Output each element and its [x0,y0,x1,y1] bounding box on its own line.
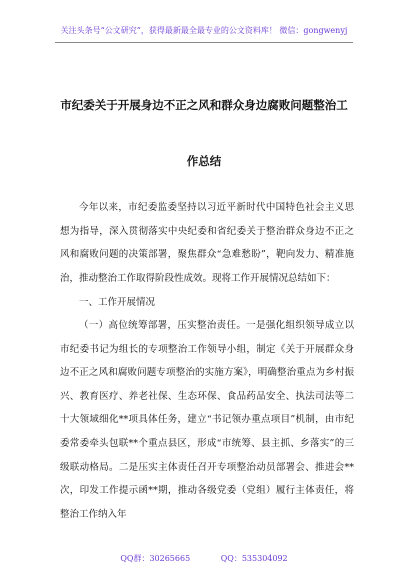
footer-qq-group: QQ群：30265665 [120,554,191,563]
document-title-line-2: 作总结 [186,154,222,168]
footer-qq: QQ：535304092 [220,554,288,563]
intro-paragraph: 今年以来，市纪委监委坚持以习近平新时代中国特色社会主义思想为指导，深入贯彻落实中央纪委和省纪委关于整治群众身边不正之风和腐败问题的决策部署，聚焦群众“急难愁盼”，靶向发力、精准施治，推动整治工作取得阶段性成效。现将工作开展情况总结如下： [60,202,354,284]
body-paragraph: （一）高位统筹部署，压实整治责任。一是强化组织领导成立以市纪委书记为组长的专项整治工作领导小组，制定《关于开展群众身边不正之风和腐败问题专项整治的实施方案》，明确整治重点为乡村振兴、教育医疗、养老社保、生态环保、食品药品安全、执法司法等二十大领域细化**项具体任务，建立“书记领办重点项目”机制，由市纪委常委牵头包联**个重点县区，形成“市统筹、县主抓、乡落实”的三级联动格局。二是压实主体责任召开专项整治动员部署会、推进会**次，印发工作提示函**期，推动各级党委（党组）履行主体责任，将整治工作纳入年 [60,320,354,520]
footer-contacts [0,553,408,564]
section-heading: 一、工作开展情况 [79,297,156,308]
document-title-line-1: 市纪委关于开展身边不正之风和群众身边腐败问题整治工 [60,98,348,112]
header-note: 关注头条号“公文研究”，获得最新最全最专业的公文资料库！ 微信：gongwenyj [60,26,348,35]
header-divider [55,42,353,43]
